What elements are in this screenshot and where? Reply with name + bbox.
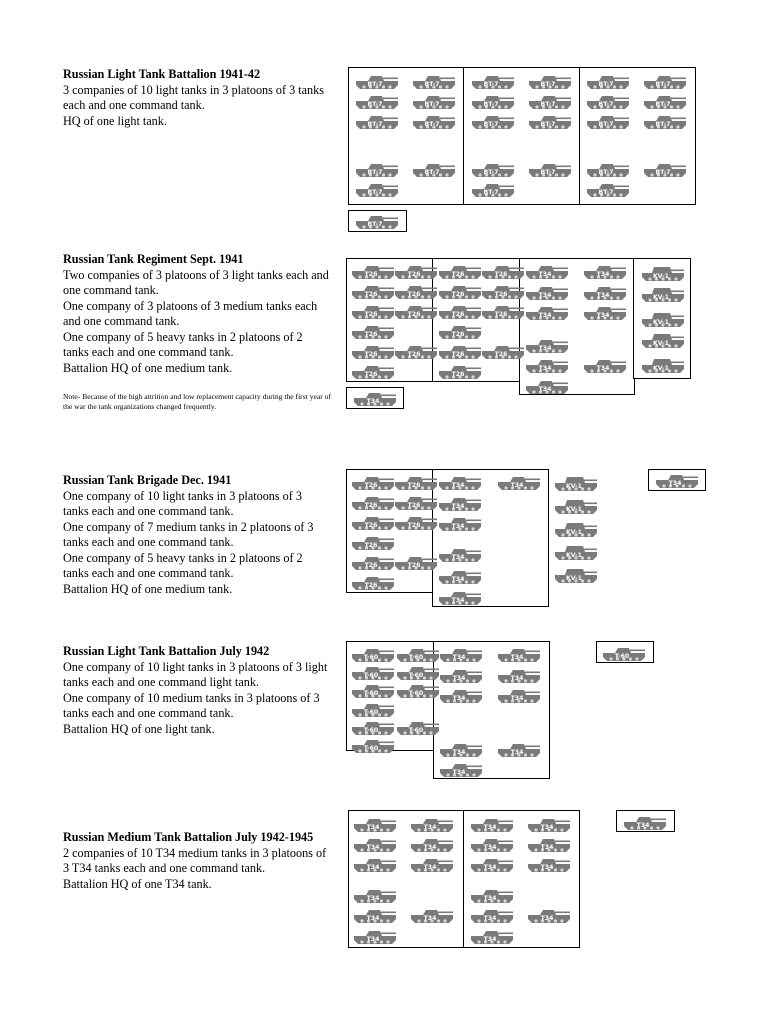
tank-icon [469,855,515,874]
tank-label: T26 [364,482,378,489]
tank-icon [352,815,398,834]
description-line: 2 companies of 10 T34 medium tanks in 3 platoons of [63,845,327,860]
tank-label: KV-1 [565,506,583,513]
tank-icon [395,681,441,700]
tank-label: T26 [364,582,378,589]
description-line: One company of 10 medium tanks in 3 platoons of 3 [63,690,320,705]
tank-icon [352,835,398,854]
tank-icon [553,497,599,516]
tank-label: BT-7 [655,81,671,88]
tank-icon [585,160,631,179]
tank-icon [352,886,398,905]
description-line: Battalion HQ of one T34 tank. [63,876,212,891]
tank-icon [469,927,515,946]
tank-icon [393,262,439,281]
tank-label: KV-1 [652,340,670,347]
description-line: tanks each and one command tank. [63,535,234,549]
tank-label: T34 [451,597,465,604]
tank-label: T34 [366,895,380,902]
tank-label: BT-7 [367,189,383,196]
tank-icon [526,815,572,834]
tank-icon [642,160,688,179]
tank-icon [350,645,396,664]
tank-label: KV-1 [565,552,583,559]
tank-label: T34 [596,312,610,319]
tank-icon [438,666,484,685]
section-3-description [63,473,331,597]
tank-icon [352,927,398,946]
tank-label: T34 [366,915,380,922]
tank-icon [437,362,483,381]
tank-icon [350,282,396,301]
tank-label: T34 [423,844,437,851]
tank-label: T34 [668,480,682,487]
tank-icon [350,513,396,532]
tank-icon [411,160,457,179]
tank-label: BT-7 [540,169,556,176]
tank-label: T26 [407,522,421,529]
tank-label: T34 [483,844,497,851]
tank-label: T26 [451,351,465,358]
tank-label: T26 [494,271,508,278]
tank-icon [582,356,628,375]
tank-label: T26 [494,311,508,318]
tank-icon [395,663,441,682]
tank-icon [437,473,483,492]
tank-icon [526,855,572,874]
tank-icon [354,212,400,231]
description-line: Battalion HQ of one light tank. [63,721,215,736]
tank-label: BT-7 [367,101,383,108]
tank-icon [409,835,455,854]
tank-label: T26 [451,331,465,338]
tank-icon [469,815,515,834]
tank-icon [496,686,542,705]
tank-label: KV-1 [652,273,670,280]
tank-icon [352,855,398,874]
tank-icon [524,262,570,281]
description-line: HQ of one light tank. [63,113,167,128]
tank-label: T-60 [408,690,424,697]
tank-icon [553,566,599,585]
tank-icon [350,736,396,755]
tank-label: T34 [483,915,497,922]
tank-label: KV-1 [565,529,583,536]
tank-icon [350,302,396,321]
tank-icon [350,342,396,361]
tank-label: T34 [451,576,465,583]
description-line: Battalion HQ of one medium tank. [63,360,233,375]
description-line: tanks each and one command tank. [63,706,234,720]
tank-label: T-60 [363,745,379,752]
tank-label: BT-7 [598,81,614,88]
tank-label: T34 [423,864,437,871]
tank-label: BT-7 [424,101,440,108]
description-line: Two companies of 3 platoons of 3 light tanks each and [63,267,329,282]
tank-label: KV-1 [652,294,670,301]
tank-label: T34 [510,654,524,661]
tank-icon [527,72,573,91]
tank-icon [350,553,396,572]
tank-label: T34 [510,695,524,702]
tank-label: T26 [364,351,378,358]
description-line: 3 companies of 10 light tanks in 3 platoons of 3 tanks [63,82,324,97]
tank-label: T34 [366,936,380,943]
tank-icon [393,302,439,321]
description-line: One company of 3 platoons of 3 medium tanks each [63,298,318,313]
tank-icon [437,342,483,361]
tank-icon [393,342,439,361]
tank-icon [640,331,686,350]
tank-icon [393,473,439,492]
tank-label: T-60 [408,672,424,679]
tank-icon [496,645,542,664]
tank-icon [350,262,396,281]
tank-icon [350,718,396,737]
description-line: each and one command tank. [63,98,205,112]
tank-label: T26 [364,562,378,569]
tank-label: T34 [540,844,554,851]
section-5-description [63,830,331,892]
tank-label: T-60 [363,654,379,661]
tank-label: BT-7 [655,101,671,108]
tank-label: BT-7 [598,121,614,128]
tank-label: T34 [366,864,380,871]
tank-label: T34 [510,749,524,756]
tank-icon [470,180,516,199]
tank-icon [395,645,441,664]
tank-label: T26 [364,331,378,338]
tank-icon [585,92,631,111]
tank-icon [553,474,599,493]
tank-label: T34 [596,271,610,278]
description-line: 3 T34 tanks each and one command tank. [63,861,266,875]
tank-icon [409,906,455,925]
tank-icon [480,342,526,361]
tank-icon [350,493,396,512]
section-title: Russian Tank Brigade Dec. 1941 [63,473,232,487]
tank-label: T34 [538,271,552,278]
description-line: One company of 5 heavy tanks in 2 platoons of 2 [63,550,303,565]
tank-icon [496,666,542,685]
tank-label: T34 [538,312,552,319]
tank-label: BT-7 [367,169,383,176]
description-line: tanks each and one command tank. [63,345,234,359]
tank-icon [350,533,396,552]
tank-icon [437,322,483,341]
tank-icon [438,645,484,664]
tank-icon [582,303,628,322]
tank-label: T34 [451,554,465,561]
tank-label: T34 [452,695,466,702]
tank-label: T34 [452,654,466,661]
tank-icon [480,262,526,281]
tank-label: BT-7 [655,121,671,128]
tank-label: T34 [366,824,380,831]
tank-icon [350,663,396,682]
tank-icon [469,886,515,905]
tank-icon [393,493,439,512]
tank-icon [393,553,439,572]
tank-label: T-60 [408,654,424,661]
description-line: tanks each and one command tank. [63,566,234,580]
tank-icon [352,906,398,925]
tank-label: T34 [538,386,552,393]
tank-label: T34 [483,824,497,831]
tank-icon [354,160,400,179]
section-4-description [63,644,331,737]
tank-label: T26 [407,351,421,358]
tank-label: BT-7 [655,169,671,176]
tank-icon [640,310,686,329]
tank-icon [350,573,396,592]
tank-label: T26 [451,271,465,278]
tank-icon [642,112,688,131]
tank-label: KV-1 [652,365,670,372]
description-line: One company of 7 medium tanks in 2 platoons of 3 [63,519,314,534]
tank-label: T26 [451,311,465,318]
tank-label: T26 [364,522,378,529]
tank-label: T34 [540,864,554,871]
tank-icon [553,543,599,562]
tank-icon [553,520,599,539]
description-line: One company of 10 light tanks in 3 platoons of 3 light [63,659,328,674]
tank-label: T34 [452,749,466,756]
tank-icon [393,513,439,532]
tank-label: BT-7 [483,121,499,128]
tank-icon [437,588,483,607]
tank-label: BT-7 [598,189,614,196]
tank-icon [438,760,484,779]
tank-label: T26 [494,291,508,298]
tank-label: BT-7 [483,189,499,196]
tank-label: T34 [540,824,554,831]
tank-icon [642,92,688,111]
tank-icon [526,906,572,925]
tank-label: BT-7 [367,221,383,228]
tank-icon [409,815,455,834]
tank-label: KV-1 [565,575,583,582]
description-line: One company of 10 light tanks in 3 platoons of 3 [63,488,302,503]
tank-label: T26 [364,311,378,318]
tank-icon [496,473,542,492]
tank-icon [470,160,516,179]
tank-icon [352,389,398,408]
tank-icon [350,473,396,492]
section-2-note: Note- Because of the high attrition and low replacement capacity during the first year of the war the tank organizations changed frequently. [63,392,331,411]
tank-label: BT-7 [367,121,383,128]
tank-label: T-60 [363,709,379,716]
tank-icon [354,112,400,131]
tank-icon [585,72,631,91]
tank-icon [469,835,515,854]
tank-icon [470,72,516,91]
tank-label: T34 [423,824,437,831]
tank-icon [437,545,483,564]
tank-label: T34 [452,769,466,776]
tank-label: T34 [483,864,497,871]
tank-label: T34 [538,292,552,299]
tank-label: KV-1 [652,319,670,326]
tank-icon [350,362,396,381]
tank-icon [654,471,700,490]
tank-label: T26 [364,371,378,378]
section-title: Russian Tank Regiment Sept. 1941 [63,252,244,266]
tank-label: T26 [364,542,378,549]
tank-label: T34 [451,503,465,510]
tank-icon [437,262,483,281]
section-title: Russian Medium Tank Battalion July 1942-1945 [63,830,314,844]
tank-icon [585,180,631,199]
tank-icon [409,855,455,874]
tank-icon [354,92,400,111]
tank-icon [640,285,686,304]
description-line: tanks each and one command tank. [63,504,234,518]
tank-label: T26 [451,291,465,298]
tank-icon [437,514,483,533]
tank-icon [411,72,457,91]
tank-icon [524,356,570,375]
tank-label: T34 [636,822,650,829]
tank-label: T-60 [408,727,424,734]
tank-icon [469,906,515,925]
tank-label: T26 [364,291,378,298]
tank-label: BT-7 [483,81,499,88]
description-line: One company of 5 heavy tanks in 2 platoons of 2 [63,329,303,344]
tank-label: T34 [510,482,524,489]
tank-icon [470,92,516,111]
tank-label: T26 [407,291,421,298]
tank-icon [480,302,526,321]
section-1-description [63,67,331,129]
tank-icon [496,740,542,759]
tank-label: BT-7 [424,81,440,88]
tank-icon [350,700,396,719]
description-line: tanks each and one command light tank. [63,675,259,689]
tank-icon [601,644,647,663]
tank-label: T34 [596,292,610,299]
tank-label: BT-7 [424,169,440,176]
section-title: Russian Light Tank Battalion 1941-42 [63,67,261,81]
tank-label: T26 [407,502,421,509]
tank-label: T34 [540,915,554,922]
tank-label: T34 [366,398,380,405]
tank-label: T34 [510,675,524,682]
description-line: Battalion HQ of one medium tank. [63,581,233,596]
tank-label: T26 [407,562,421,569]
tank-icon [438,740,484,759]
tank-icon [350,681,396,700]
tank-label: T26 [407,482,421,489]
section-title: Russian Light Tank Battalion July 1942 [63,644,270,658]
tank-label: T34 [451,523,465,530]
tank-label: T34 [596,365,610,372]
tank-icon [640,356,686,375]
tank-icon [527,112,573,131]
tank-icon [524,283,570,302]
tank-icon [354,72,400,91]
tank-label: T-60 [363,672,379,679]
tank-icon [437,282,483,301]
tank-icon [524,336,570,355]
tank-icon [411,112,457,131]
tank-icon [642,72,688,91]
tank-icon [411,92,457,111]
tank-icon [437,302,483,321]
tank-label: BT-7 [367,81,383,88]
tank-icon [354,180,400,199]
tank-label: BT-7 [483,169,499,176]
tank-label: T-60 [614,653,630,660]
tank-icon [582,262,628,281]
tank-label: T34 [451,482,465,489]
tank-label: T26 [364,502,378,509]
tank-label: T34 [538,345,552,352]
tank-icon [526,835,572,854]
tank-icon [527,92,573,111]
tank-icon [524,377,570,396]
tank-label: BT-7 [540,81,556,88]
tank-label: T-60 [363,690,379,697]
tank-label: T26 [494,351,508,358]
tank-icon [437,567,483,586]
description-line: one command tank. [63,283,159,297]
description-line: and one command tank. [63,314,180,328]
tank-label: BT-7 [483,101,499,108]
tank-icon [470,112,516,131]
tank-icon [480,282,526,301]
tank-icon [585,112,631,131]
tank-icon [582,283,628,302]
tank-label: BT-7 [540,101,556,108]
tank-label: T34 [538,365,552,372]
tank-label: T34 [452,675,466,682]
tank-label: T34 [483,936,497,943]
tank-icon [393,282,439,301]
tank-label: BT-7 [598,169,614,176]
tank-icon [524,303,570,322]
tank-label: BT-7 [540,121,556,128]
tank-icon [395,718,441,737]
tank-label: T34 [483,895,497,902]
tank-icon [640,264,686,283]
tank-icon [350,322,396,341]
section-2-description [63,252,331,376]
tank-label: T26 [364,271,378,278]
tank-icon [438,686,484,705]
tank-label: T26 [451,371,465,378]
tank-label: BT-7 [598,101,614,108]
tank-icon [527,160,573,179]
tank-label: KV-1 [565,483,583,490]
tank-label: T34 [423,915,437,922]
tank-label: T26 [407,311,421,318]
tank-icon [437,494,483,513]
tank-label: T-60 [363,727,379,734]
tank-label: BT-7 [424,121,440,128]
tank-icon [622,813,668,832]
tank-label: T26 [407,271,421,278]
tank-label: T34 [366,844,380,851]
